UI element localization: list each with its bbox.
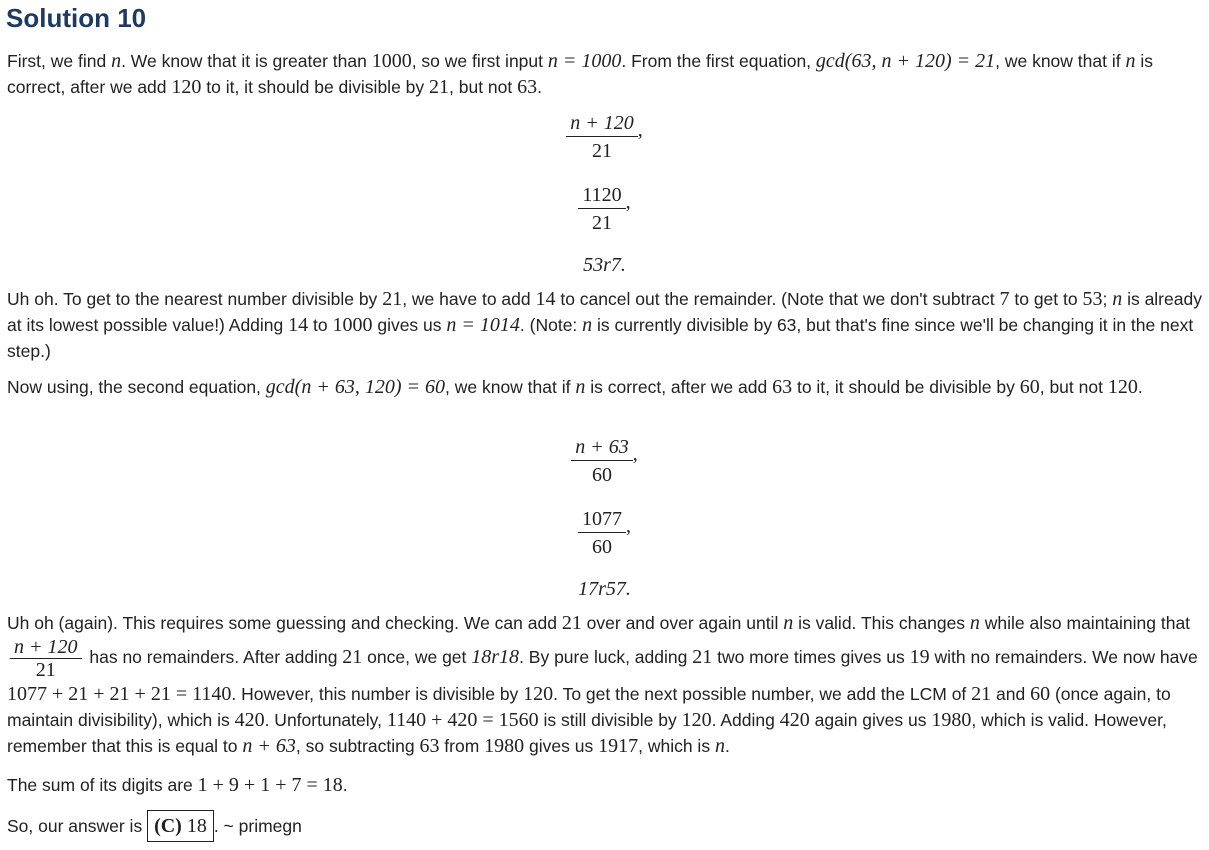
fraction-1120-over-21: $\frac{1120}{21}$ , xyxy=(0,182,1209,237)
paragraph-5: The sum of its digits are 1 + 9 + 1 + 7 = 18. xyxy=(7,774,348,796)
inline-fraction: $\frac{n + 120}{21}$ xyxy=(10,636,82,681)
fraction-1077-over-60: $\frac{1077}{60}$ , xyxy=(0,506,1209,561)
paragraph-6: So, our answer is (C) 18 . ~ primegn xyxy=(7,810,1203,842)
solution-heading: Solution 10 xyxy=(6,3,147,33)
paragraph-3: Now using, the second equation, gcd(n + 63, 120) = 60, we know that if n is correct, after we add 63 to it, it should be divisible by 60, but not 120. xyxy=(7,376,1143,398)
paragraph-4: Uh oh (again). This requires some guessing and checking. We can add 21 over and over again until n is valid. This changes n while also maintaining that $\frac{n + 120}{21}$ has no remainders. After adding 21 once, we get 18r18. By pure luck, adding 21 two more times gives us 19 with no remainders. We now have 1077 + 21 + 21 + 21 = 1140. However, this number is divisible by 120. To get the next possible number, we add the LCM of 21 and 60 (once again, to maintain divisibility), which is 420. Unfortunately, 1140 + 420 = 1560 is still divisible by 120. Adding 420 again gives us 1980, which is valid. However, remember that this is equal to n + 63, so subtracting 63 from 1980 gives us 1917, which is n. xyxy=(7,612,1198,757)
fraction-n-plus-120-over-21: $\frac{n + 120}{21}$ , xyxy=(0,110,1209,165)
fraction-n-plus-63-over-60: $\frac{n + 63}{60}$ , xyxy=(0,434,1209,489)
result-17r57: 17r57. xyxy=(578,578,631,600)
paragraph-1: First, we find n. We know that it is greater than 1000, so we first input n = 1000. From the first equation, gcd(63, n + 120) = 21, we know that if n is correct, after we add 120 to it, it should be divisible by 21, but not 63. xyxy=(7,50,1153,98)
answer-box: (C) 18 xyxy=(147,810,214,842)
result-53r7: 53r7. xyxy=(583,254,626,276)
paragraph-2: Uh oh. To get to the nearest number divisible by 21, we have to add 14 to cancel out the remainder. (Note that we don't subtract 7 to get to 53; n is already at its lowest possible value!) Adding 14 to 1000 gives us n = 1014. (Note: n is currently divisible by 63, but that's fine since we'll be changing it in the next step.) xyxy=(7,288,1202,361)
